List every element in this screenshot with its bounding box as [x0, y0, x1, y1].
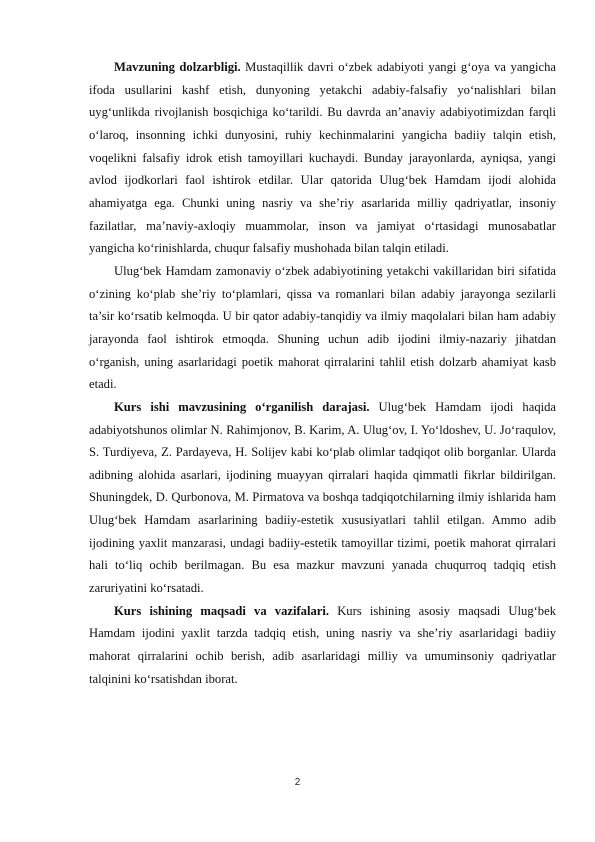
paragraph-heading: Kurs ishining maqsadi va vazifalari.: [114, 603, 330, 618]
paragraph-heading: Kurs ishi mavzusining o‘rganilish darajasi.: [114, 399, 370, 414]
paragraph-text: Ulug‘bek Hamdam ijodi haqida adabiyotshunos olimlar N. Rahimjonov, B. Karim, A. Ulug‘ov, I. Yo‘ldoshev, U. Jo‘raqulov, S. Turdiyeva, Z. Pardayeva, H. Solijev kabi ko‘plab olimlar tadqiqot olib borganlar. Ularda adibning alohida asarlari, ijodining muayyan qirralari haqida qimmatli fikrlar bildirilgan. Shuningdek, D. Qurbonova, M. Pirmatova va boshqa tadqiqotchilarning ilmiy ishlarida ham Ulug‘bek Hamdam asarlarining badiiy-estetik xususiyatlari tahlil etilgan. Ammo adib ijodining yaxlit manzarasi, undagi badiiy-estetik tamoyillar tizimi, poetik mahorat qirralari hali to‘liq ochib berilmagan. Bu esa mazkur mavzuni yanada chuqurroq tadqiq etish zaruriyatini ko‘rsatadi.: [89, 399, 556, 596]
paragraph-text: Ulug‘bek Hamdam zamonaviy o‘zbek adabiyotining yetakchi vakillaridan biri sifatida o‘zining ko‘plab she’riy to‘plamlari, qissa va romanlari bilan adabiy jarayonga sezilarli ta’sir ko‘rsatib kelmoqda. U bir qator adabiy-tanqidiy va ilmiy maqolalari bilan ham adabiy jarayonda faol ishtirok etmoqda. Shuning uchun adib ijodini ilmiy-nazariy jihatdan o‘rganish, uning asarlaridagi poetik mahorat qirralarini tahlil etish dolzarb ahamiyat kasb etadi.: [89, 263, 556, 392]
paragraph-text: Mustaqillik davri o‘zbek adabiyoti yangi g‘oya va yangicha ifoda usullarini kashf etish, dunyoning yetakchi adabiy-falsafiy yo‘nalishlari bilan uyg‘unlikda rivojlanish bosqichiga ko‘tarildi. Bu davrda an’anaviy adabiyotimizdan farqli o‘laroq, insonning ichki dunyosini, ruhiy kechinmalarini yangicha badiiy talqin etish, voqelikni falsafiy idrok etish tamoyillari kuchaydi. Bunday jarayonlarda, ayniqsa, yangi avlod ijodkorlari faol ishtirok etdilar. Ular qatorida Ulug‘bek Hamdam ijodi alohida ahamiyatga ega. Chunki uning nasriy va she’riy asarlarida milliy qadriyatlar, insoniy fazilatlar, ma’naviy-axloqiy muammolar, inson va jamiyat o‘rtasidagi munosabatlar yangicha ko‘rinishlarda, chuqur falsafiy mushohada bilan talqin etiladi.: [89, 60, 556, 256]
paragraph-goals: [89, 600, 556, 691]
paragraph-text: Kurs ishining asosiy maqsadi Ulug‘bek Hamdam ijodini yaxlit tarzda tadqiq etish, uning nasriy va she’riy asarlaridagi badiiy mahorat qirralarini ochib berish, adib asarlaridagi milliy va umuminsoniy qadriyatlar talqinini ko‘rsatishdan iborat.: [89, 603, 556, 686]
document-body: [89, 56, 556, 690]
paragraph-heading: Mavzuning dolzarbligi.: [114, 60, 241, 74]
paragraph-relevance: [89, 56, 556, 260]
paragraph-study-level: [89, 396, 556, 600]
paragraph-author-intro: [89, 260, 556, 396]
page-number: 2: [294, 777, 301, 788]
